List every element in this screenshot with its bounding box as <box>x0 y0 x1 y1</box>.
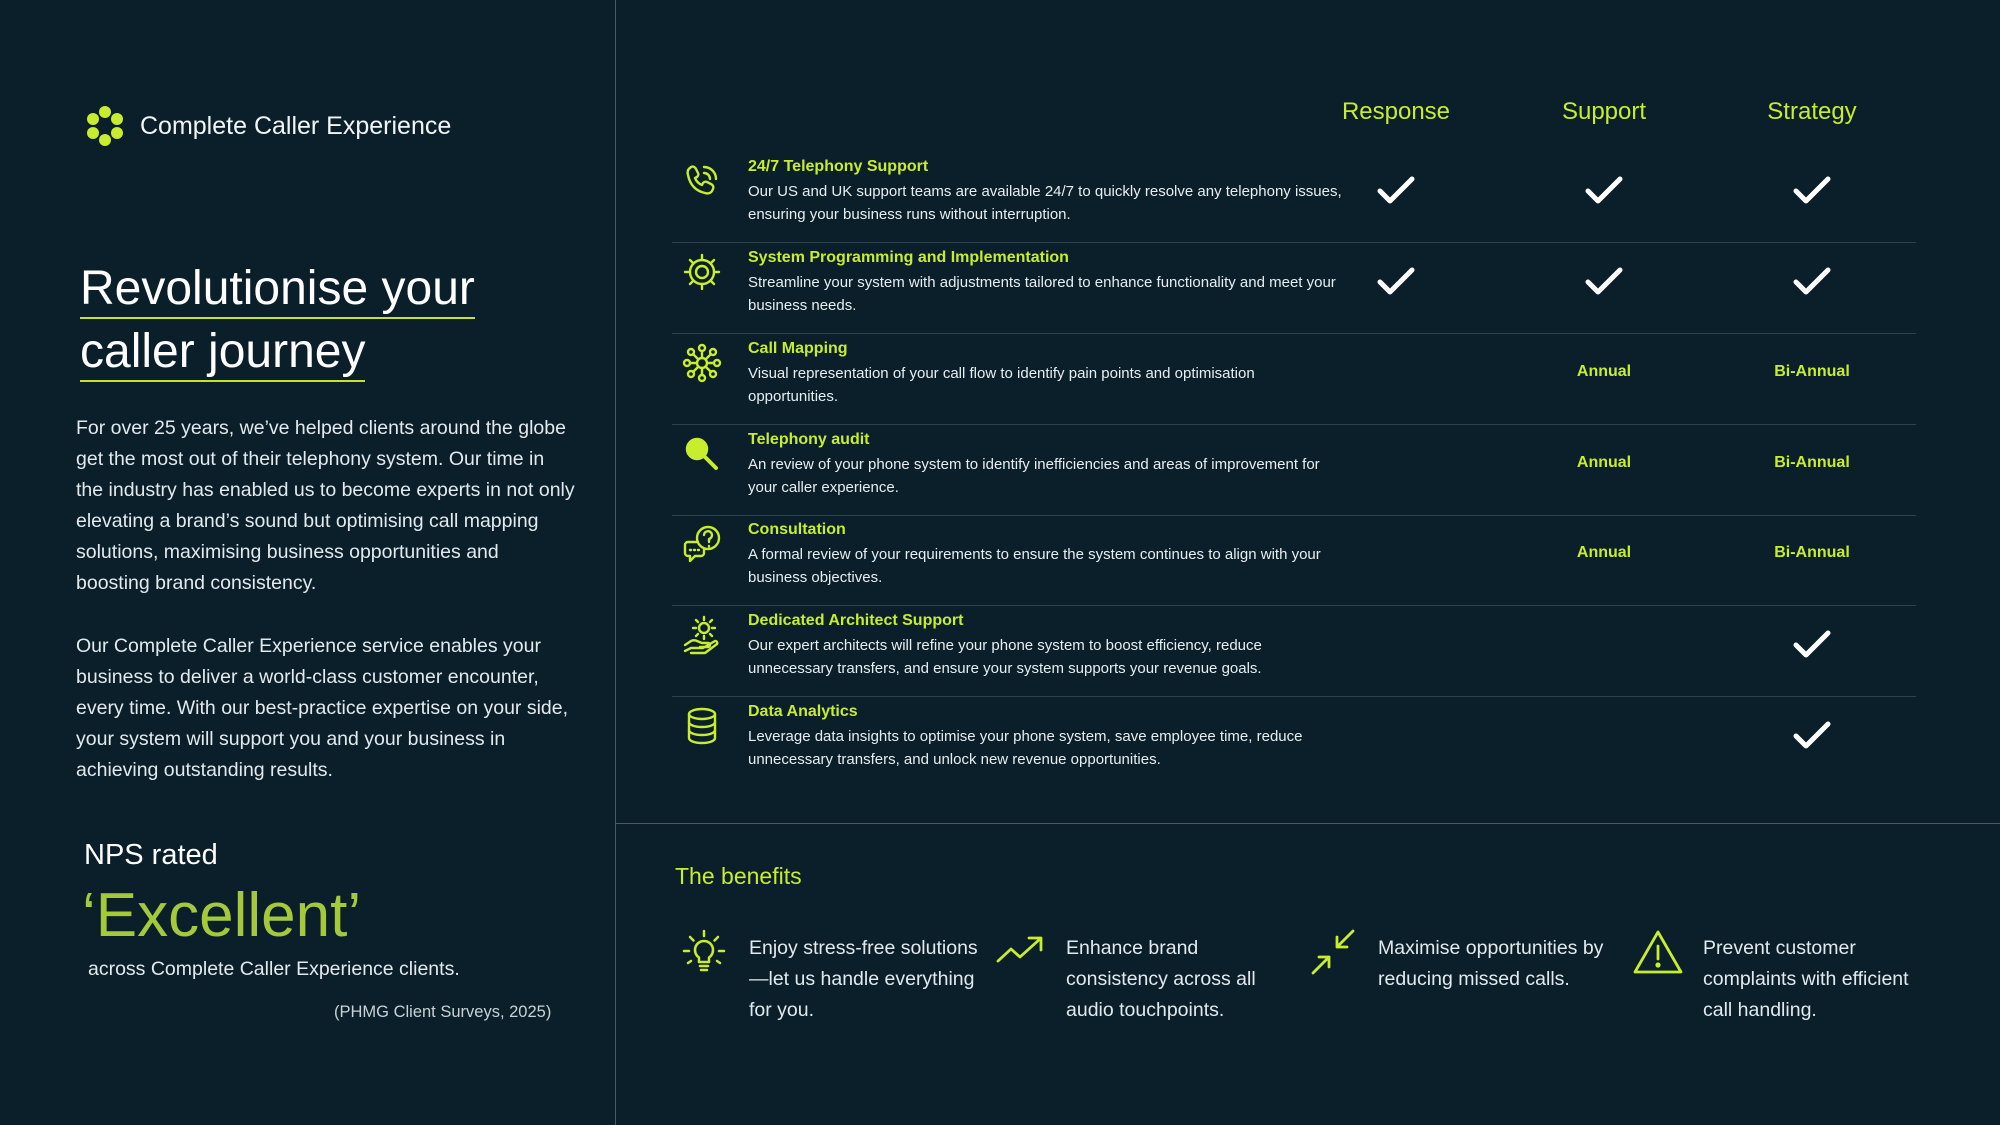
cell-support <box>1524 516 1684 590</box>
cell-support <box>1524 244 1684 318</box>
frequency-label: Annual <box>1576 363 1632 380</box>
service-paragraph: Our Complete Caller Experience service enables your business to deliver a world-class customer encounter, every time. With our best-practice expertise on your side, your system will support you and your business in achieving outstanding results. <box>76 635 569 781</box>
row-title: 24/7 Telephony Support <box>748 158 929 175</box>
frequency-label: Bi-Annual <box>1774 454 1850 471</box>
cell-strategy <box>1732 153 1892 227</box>
cell-support <box>1524 698 1684 772</box>
warning-icon <box>1632 927 1684 979</box>
row-title: Data Analytics <box>748 703 858 720</box>
cell-strategy <box>1732 426 1892 500</box>
nps-source: (PHMG Client Surveys, 2025) <box>334 1003 552 1021</box>
magnifier-icon <box>682 434 722 474</box>
chat-question-icon <box>682 524 722 564</box>
cell-support <box>1524 153 1684 227</box>
page-title <box>80 258 600 383</box>
section-divider <box>616 823 2000 824</box>
network-icon <box>682 343 722 383</box>
cell-strategy <box>1732 607 1892 681</box>
row-description: Our US and UK support teams are available 24/7 to quickly resolve any telephony issues, ensuring your business runs without interruption. <box>748 183 1342 223</box>
frequency-label: Bi-Annual <box>1774 544 1850 561</box>
nps-label: NPS rated <box>84 839 218 871</box>
cell-response <box>1316 607 1476 681</box>
row-title: Dedicated Architect Support <box>748 612 964 629</box>
row-description: Our expert architects will refine your phone system to boost efficiency, reduce unnecessary transfers, and ensure your system supports your revenue goals. <box>748 637 1262 677</box>
benefits-title: The benefits <box>675 863 802 889</box>
table-row <box>672 426 1916 516</box>
cell-support <box>1524 335 1684 409</box>
cell-response <box>1316 244 1476 318</box>
cell-response <box>1316 516 1476 590</box>
benefit-text: Enjoy stress-free solutions—let us handle everything for you. <box>749 937 978 1021</box>
brand <box>82 103 451 149</box>
benefit-text: Enhance brand consistency across all audio touchpoints. <box>1066 937 1256 1021</box>
hand-gear-icon <box>682 615 722 655</box>
table-row <box>672 335 1916 425</box>
trend-up-icon <box>995 927 1047 979</box>
check-icon <box>1376 174 1416 206</box>
column-header-response: Response <box>1341 98 1451 125</box>
check-icon <box>1376 265 1416 297</box>
row-description: Leverage data insights to optimise your phone system, save employee time, reduce unnecessary transfers, and unlock new revenue opportunities. <box>748 728 1303 768</box>
intro-paragraph: For over 25 years, we’ve helped clients around the globe get the most out of their telephony system. Our time in the industry has enabled us to become experts in not only elevating a brand’s sound but optimising call mapping solutions, maximising business opportunities and boosting brand consistency. <box>76 417 575 594</box>
row-description: Visual representation of your call flow to identify pain points and optimisation opportunities. <box>748 365 1255 405</box>
nps-rating: ‘Excellent’ <box>82 881 362 950</box>
benefit-text: Prevent customer complaints with efficient call handling. <box>1703 937 1909 1021</box>
frequency-label: Annual <box>1576 454 1632 471</box>
gear-icon <box>682 252 722 292</box>
cell-strategy <box>1732 516 1892 590</box>
check-icon <box>1584 174 1624 206</box>
row-description: Streamline your system with adjustments tailored to enhance functionality and meet your business needs. <box>748 274 1336 314</box>
benefit-text: Maximise opportunities by reducing missed calls. <box>1378 937 1604 990</box>
cell-strategy <box>1732 244 1892 318</box>
check-icon <box>1584 265 1624 297</box>
cell-strategy <box>1732 698 1892 772</box>
check-icon <box>1792 719 1832 751</box>
phone-icon <box>682 161 722 201</box>
cell-response <box>1316 153 1476 227</box>
nps-subtitle: across Complete Caller Experience clients. <box>88 958 460 980</box>
row-title: Consultation <box>748 521 846 538</box>
cell-response <box>1316 698 1476 772</box>
row-description: A formal review of your requirements to ensure the system continues to align with your business objectives. <box>748 546 1321 586</box>
cell-response <box>1316 335 1476 409</box>
flower-logo-icon <box>82 103 128 149</box>
compress-arrows-icon <box>1307 927 1359 979</box>
check-icon <box>1792 174 1832 206</box>
row-title: Telephony audit <box>748 431 870 448</box>
title-line-2: caller journey <box>80 324 365 382</box>
column-header-support: Support <box>1561 98 1647 125</box>
cell-strategy <box>1732 335 1892 409</box>
row-description: An review of your phone system to identify inefficiencies and areas of improvement for your caller experience. <box>748 456 1320 496</box>
cell-support <box>1524 426 1684 500</box>
table-row <box>672 607 1916 697</box>
table-row <box>672 698 1916 788</box>
cell-response <box>1316 426 1476 500</box>
left-panel <box>0 0 616 1125</box>
title-line-1: Revolutionise your <box>80 261 475 319</box>
column-header-strategy: Strategy <box>1767 98 1857 125</box>
frequency-label: Annual <box>1576 544 1632 561</box>
check-icon <box>1792 628 1832 660</box>
table-row <box>672 516 1916 606</box>
table-row <box>672 244 1916 334</box>
cell-support <box>1524 607 1684 681</box>
table-row <box>672 153 1916 243</box>
check-icon <box>1792 265 1832 297</box>
frequency-label: Bi-Annual <box>1774 363 1850 380</box>
row-title: System Programming and Implementation <box>748 249 1069 266</box>
brand-name: Complete Caller Experience <box>140 111 452 140</box>
row-title: Call Mapping <box>748 340 848 357</box>
database-icon <box>682 706 722 746</box>
lightbulb-icon <box>678 927 730 979</box>
